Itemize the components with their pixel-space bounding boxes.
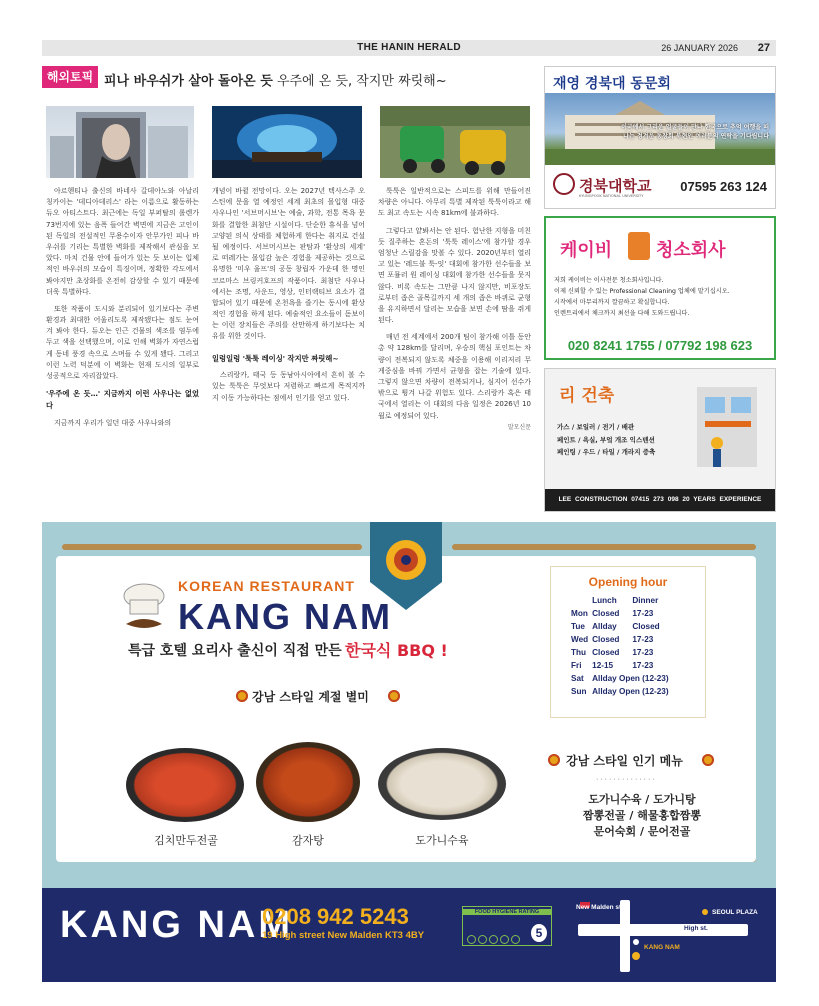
opening-hours-card (550, 566, 706, 718)
lunch: Closed (592, 609, 620, 618)
dinner: 17-23 (632, 648, 654, 657)
paragraph: 스리랑카, 태국 등 동남아시아에서 흔히 볼 수 있는 툭툭은 무엇보다 저렴하고 빠르게 목적지까지 이동 가능하다는 점에서 인기를 얻고 있다. (212, 371, 365, 402)
table-row (571, 660, 673, 673)
ad-title: 리 건축 (559, 386, 615, 406)
university-name-en: KYUNGPOOK NATIONAL UNIVERSITY (579, 194, 644, 198)
university-seal-icon (553, 173, 575, 195)
paragraph: 매년 전 세계에서 200개 팀이 참가해 이틀 동안 총 약 128km를 달리며, 우승의 핵심 포인트는 차량이 전복되지 않도록 체중을 이용해 이리저리 무게중심을 바꿔 가면서 균형을 잡는 기술에 있다. 그렇지 않으면 차량이 전복되거나, 심지어 선수가 밖으로 튕겨 나갈 위험도 있다. 스리랑카 혹은 태국에서 열리는 이 대회의 다음 일정은 2026년 10월로 예정되어 있다. (378, 333, 531, 420)
footer-restaurant-name: KANG NAM (60, 904, 293, 946)
subheading: '우주에 온 듯…' 지금까지 이런 사우나는 없었다 (46, 389, 199, 410)
ad-line: 저희 케이비는 이사전문 청소회사입니다. (554, 277, 664, 284)
cleaning-company-ad (544, 216, 776, 360)
subheading: 일렁일렁 '툭툭 레이싱' 작지만 짜릿해~ (212, 353, 339, 363)
construction-illustration (687, 377, 767, 477)
table-row (571, 634, 673, 647)
publication-name: THE HANIN HERALD (357, 42, 461, 53)
restaurant-eyebrow: KOREAN RESTAURANT (178, 578, 355, 594)
sauna-photo (212, 106, 362, 178)
popular-menu-title: 강남 스타일 인기 메뉴 (566, 754, 683, 768)
paragraph: 개념이 바뀔 전망이다. 오는 2027년 텍사스주 오스틴에 문을 열 예정인 세계 최초의 몰입형 대중 사우나인 '서브머시브'는 예술, 과학, 전통 목욕 문화를 결합한 최첨단 시설이다. 단순한 휴식을 넘어 고양된 의식 상태를 체험하게 한다는 취지로 건설될 예정이다. 서브머시브는 판탐과 '환상의 세계' 로 떠레가는 몰입감 높은 경험을 제공하는 것으로 유명한 '미우 울프'의 공동 창립자 가운데 한 명인 코르마스 브링커호프의 작품이다. 최첨단 사우나에서는 조명, 사운드, 영상, 인터랙티브 요소가 결합되어 있기 때문에 온천욕을 즐기는 동시에 환상적인 경험을 하게 된다. 예술적인 요소들이 돋보이는 이런 장치들은 주의를 산만하게 하기보다는 치유를 위한 것이다. (212, 187, 365, 341)
paragraph: 또한 작품이 도시와 분리되어 있기보다는 주변 환경과 최대한 어울리도록 제작됐다는 점도 눈여겨 봐야 한다. 듀오는 인근 건물의 색조를 염두에 두고 색을 선택했으며, 이로 인해 벽화가 자연스럽게 동네 풍경 속으로 스며들 수 있게 됐다. 그리고 이런 노력 덕분에 이 벽화는 현재 도시의 일부로 성공적으로 자리잡았다. (46, 304, 199, 380)
dish-photo-gamjatang (256, 742, 360, 822)
service-line: 가스 / 보일러 / 전기 / 배관 (557, 423, 635, 431)
table-row (571, 673, 673, 686)
contact-bar: LEE CONSTRUCTION 07415 273 098 20 YEARS EXPERIENCE (545, 489, 775, 511)
hygiene-score: 5 (531, 924, 547, 942)
section-tag: 해외토픽 (42, 66, 98, 88)
dish-name: 도가니수육 (415, 834, 469, 847)
restaurant-tagline: 특급 호텔 요리사 출신이 직접 만든 (128, 643, 342, 659)
allday: Allday Open (12-23) (592, 687, 669, 696)
day: Sat (571, 674, 584, 683)
menu-item: 짬뽕전골 / 해물홍합짬뽕 (583, 809, 701, 822)
lunch: Closed (592, 648, 620, 657)
page-header (42, 40, 776, 56)
table-header-row (571, 595, 673, 608)
trash-bin-icon (628, 232, 650, 260)
ad-title-left: 케이비 (560, 240, 613, 261)
menu-item: 문어숙회 / 문어전골 (593, 825, 691, 838)
dinner: 17-23 (632, 635, 654, 644)
day: Tue (571, 622, 585, 631)
restaurant-name: KANG NAM (178, 596, 392, 637)
campus-photo (545, 93, 775, 165)
rating-dots (467, 929, 522, 948)
scroll-rod (452, 544, 756, 550)
table-header-cell (571, 595, 592, 608)
footer-phone: 0208 942 5243 (262, 904, 409, 929)
opening-hours-table (571, 595, 673, 699)
dinner: 17-23 (632, 609, 654, 618)
ad-line: 시작에서 마무리까지 깔끔하고 확실합니다. (554, 298, 670, 306)
dinner: 17-23 (632, 661, 654, 670)
paragraph: 툭툭은 일반적으로는 스피드를 위해 만들어진 차량은 아니다. 아무리 특별 제작된 툭툭이라고 해도 최고 속도는 시속 81km에 불과하다. (378, 187, 531, 218)
ad-phone: 020 8241 1755 / 07792 198 623 (567, 338, 753, 353)
hygiene-label: FOOD HYGIENE RATING (463, 909, 551, 915)
dish-name: 김치만두전골 (154, 834, 218, 847)
article-column-2 (212, 186, 365, 410)
flower-icon (388, 690, 400, 702)
ad-title-right: 청소회사 (656, 240, 726, 261)
paragraph: 지금까지 우리가 일던 대중 사우나와의 (54, 418, 172, 427)
chef-icon (118, 580, 170, 638)
restaurant-tagline-highlight: 한국식 BBQ ! (345, 641, 448, 660)
ad-message: 이국에서 그리운 얼굴들이 만나 한국으로 추억 여행을 떠나는 정겨운 동창회 북현인 여러분의 연락을 기다립니다 (621, 124, 769, 140)
issue-date: 26 JANUARY 2026 (661, 43, 738, 53)
dinner: Closed (632, 622, 660, 631)
seasonal-specials-title: 강남 스타일 계절 별미 (252, 690, 369, 704)
article-column-3 (378, 186, 531, 433)
footer-address: 19 High street New Malden KT3 4BY (262, 930, 425, 941)
food-hygiene-rating-badge (462, 906, 552, 946)
map-plaza-label: SEOUL PLAZA (712, 909, 758, 916)
paragraph: 아르헨티나 출신의 바네사 갈데아노와 아날리 칭카이는 '데디아데리스' 라는 이름으로 활동하는 듀오 아티스트다. 최근에는 독일 부퍼탈의 롤렌가 73번지에 있는 음폭 들어간 벽면에 지금은 고인이 된 독일의 전설적인 무용수이자 안무가인 피나 바우쉬를 기리는 특별한 벽화를 제작해서 관심을 모았다. 마치 건물 안에 들어가 있는 듯 보이는 입체적인 바우쉬의 모습이 특징이며, 정확한 각도에서 봐야지만 초상화를 온전히 감상할 수 있기 때문에 더욱 특별하다. (46, 187, 199, 296)
lunch: Allday (592, 622, 617, 631)
divider-dots: ·············· (596, 776, 657, 783)
article-credit: 말모신문 (507, 423, 531, 431)
opening-hours-title: Opening hour (588, 575, 668, 589)
dish-name: 감자탕 (292, 834, 324, 847)
headline-bold: 피나 바우쉬가 살아 돌아온 듯 (104, 74, 273, 89)
day: Mon (571, 609, 588, 618)
table-row (571, 608, 673, 621)
tuktuk-photo (380, 106, 530, 178)
table-row (571, 647, 673, 660)
ad-line: 이제 신뢰할 수 있는 Professional Cleaning 업체에 맡기십시오. (554, 287, 730, 295)
allday: Allday Open (12-23) (592, 674, 669, 683)
popular-menu-list (552, 792, 732, 840)
article-headline (104, 70, 447, 89)
service-line: 페인팅 / 우드 / 타일 / 개라지 증축 (557, 448, 656, 457)
ad-body (554, 276, 770, 319)
dish-photo-dogani-suyuk (378, 748, 506, 820)
table-header-cell: Lunch (592, 596, 617, 605)
table-row (571, 686, 673, 699)
service-line: 페인트 / 욕실, 부엌 개조 익스텐션 (557, 435, 655, 444)
ad-phone: 07595 263 124 (680, 179, 767, 194)
lunch: 12-15 (592, 661, 614, 670)
map-station-label: New Malden st. (576, 904, 623, 911)
scroll-rod (62, 544, 362, 550)
ad-title: 재영 경북대 동문회 (553, 76, 671, 92)
day: Sun (571, 687, 587, 696)
dish-photo-kimchi-dumpling (126, 748, 244, 822)
paragraph: 그렇다고 얕봐서는 안 된다. 험난한 지형을 미친 듯 질주하는 혼돈의 '툭툭 레이스'에 참가할 경우 엄청난 스릴감을 맛볼 수 있다. 2020년부터 열리고 있는 '레드불 툭-잇' 대회에 참가한 선수들을 보면 포뮬러 원 레이싱 대회에 참가한 선수들을 뭇지 않다. 비록 속도는 그만큼 나지 않지만, 비포장도로부터 좁은 골목길까지 세 개의 좁은 바퀴로 균형을 유지하면서 달리는 모습을 보면 손에 땀을 쥐게 된다. (378, 226, 531, 325)
day: Wed (571, 635, 589, 644)
mural-photo (46, 106, 194, 178)
map-street-label: High st. (684, 925, 708, 932)
menu-item: 도가니수육 / 도가니탕 (588, 793, 696, 806)
flower-icon (548, 754, 560, 766)
page-number: 27 (757, 42, 770, 54)
construction-ad (544, 368, 776, 512)
headline-light: 우주에 온 듯, 작지만 짜릿해~ (272, 74, 447, 89)
lunch: Closed (592, 635, 620, 644)
services-list (557, 421, 655, 459)
flower-icon (236, 690, 248, 702)
day: Fri (571, 661, 582, 670)
university-name: 경북대학교 (579, 177, 652, 195)
ad-line: 인렌트리에서 체크까지 최선을 다해 도와드립니다. (554, 309, 690, 317)
article-column-1 (46, 186, 199, 435)
day: Thu (571, 648, 587, 657)
map-place-label: KANG NAM (644, 944, 680, 951)
university-alumni-ad (544, 66, 776, 209)
flower-icon (702, 754, 714, 766)
table-row (571, 621, 673, 634)
table-header-cell: Dinner (632, 596, 659, 605)
